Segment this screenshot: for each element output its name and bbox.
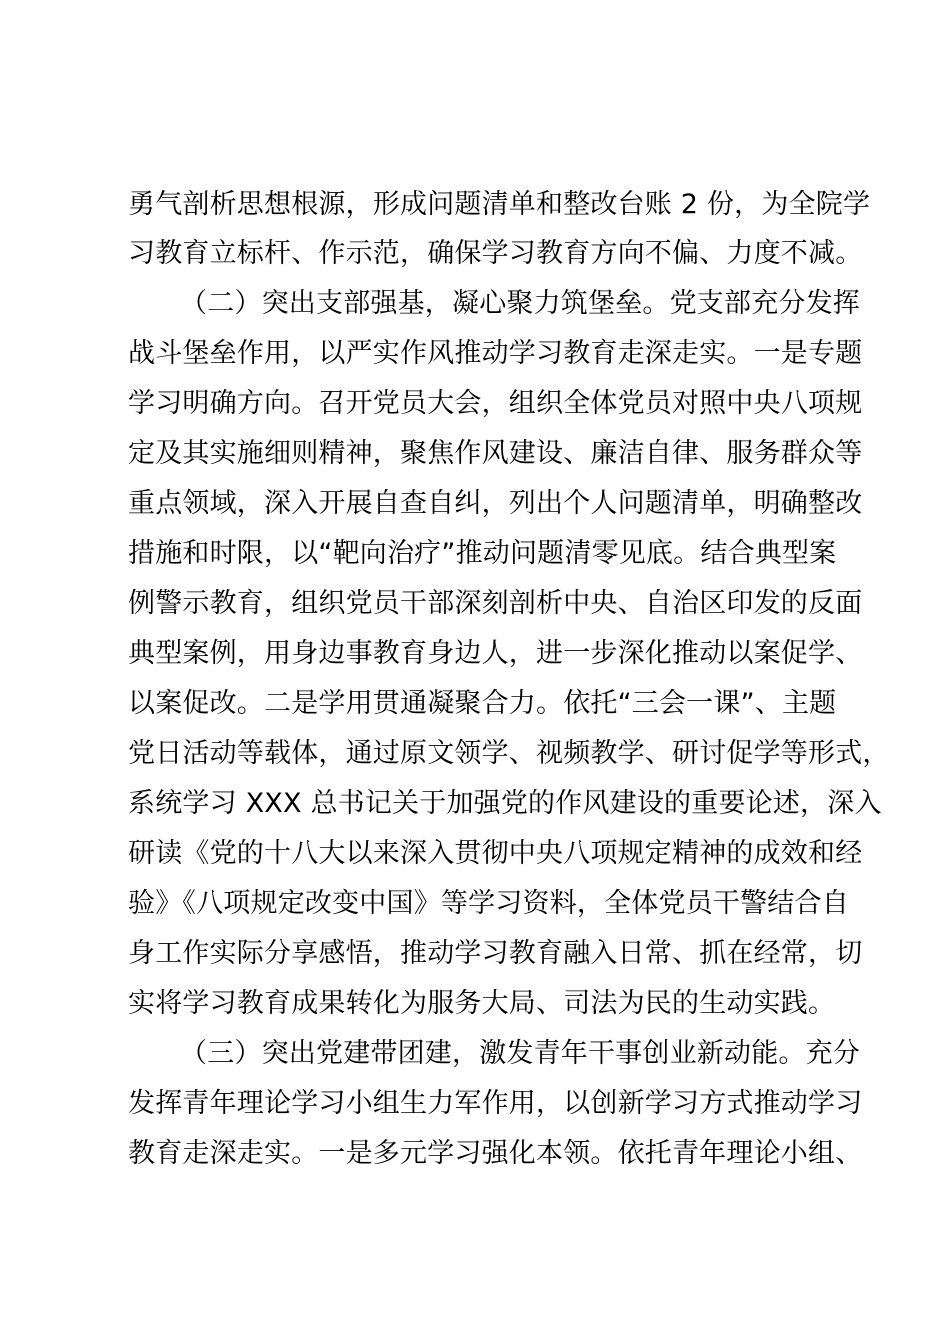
text-line: 重点领域，深入开展自查自纠，列出个人问题清单，明确整改 xyxy=(128,488,863,519)
text-line: 措施和时限，以“靶向治疗”推动问题清零见底。结合典型案 xyxy=(128,538,837,569)
text-line: 战斗堡垒作用，以严实作风推动学习教育走深走实。一是专题 xyxy=(128,338,863,369)
text-line: 身工作实际分享感悟，推动学习教育融入日常、抓在经常，切 xyxy=(128,938,863,969)
text-line: 研读《党的十八大以来深入贯彻中央八项规定精神的成效和经 xyxy=(128,838,863,869)
text-line: 学习明确方向。召开党员大会，组织全体党员对照中央八项规 xyxy=(128,388,863,419)
section-heading-line: （三）突出党建带团建，激发青年干事创业新动能。充分 xyxy=(180,1038,860,1069)
section-heading-line: （二）突出支部强基，凝心聚力筑堡垒。党支部充分发挥 xyxy=(180,288,860,319)
text-line: 发挥青年理论学习小组生力军作用，以创新学习方式推动学习 xyxy=(128,1088,863,1119)
text-line: 教育走深走实。一是多元学习强化本领。依托青年理论小组、 xyxy=(128,1138,863,1169)
text-line: 系统学习 XXX 总书记关于加强党的作风建设的重要论述，深入 xyxy=(128,788,882,819)
text-line: 以案促改。二是学用贯通凝聚合力。依托“三会一课”、主题 xyxy=(128,688,837,719)
text-line: 习教育立标杆、作示范，确保学习教育方向不偏、力度不减。 xyxy=(128,238,863,269)
text-line: 勇气剖析思想根源，形成问题清单和整改台账 2 份，为全院学 xyxy=(128,189,871,220)
text-line: 定及其实施细则精神，聚焦作风建设、廉洁自律、服务群众等 xyxy=(128,438,863,469)
text-line: 验》《八项规定改变中国》等学习资料，全体党员干警结合自 xyxy=(128,888,849,919)
text-line: 典型案例，用身边事教育身边人，进一步深化推动以案促学、 xyxy=(128,638,863,669)
text-line: 实将学习教育成果转化为服务大局、司法为民的生动实践。 xyxy=(128,988,836,1019)
text-line: 党日活动等载体，通过原文领学、视频教学、研讨促学等形式， xyxy=(128,738,890,769)
text-line: 例警示教育，组织党员干部深刻剖析中央、自治区印发的反面 xyxy=(128,588,863,619)
